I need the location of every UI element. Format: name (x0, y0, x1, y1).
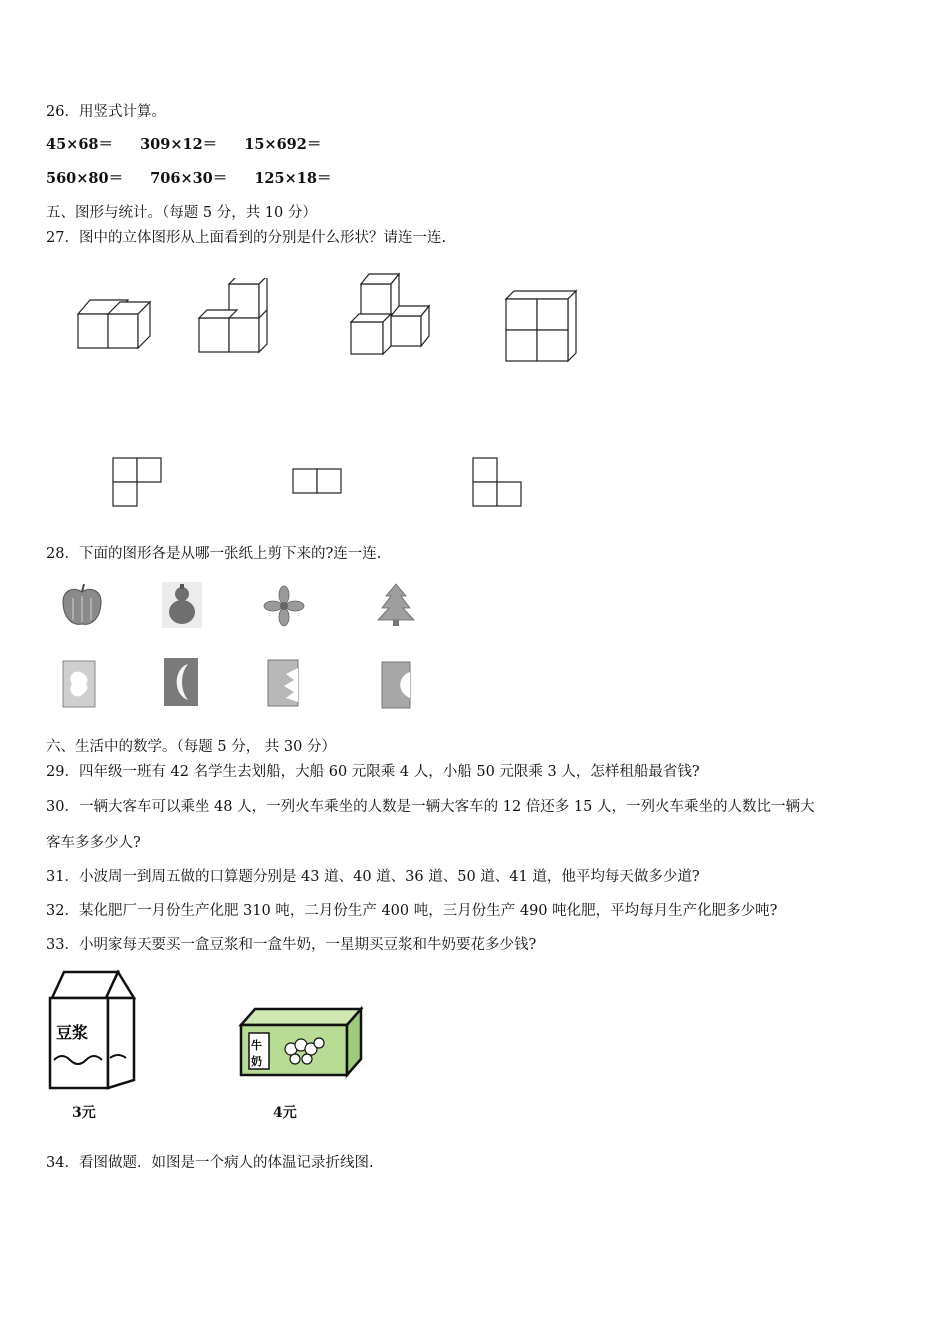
flower-shape-icon (262, 584, 306, 628)
expr-6: 125×18＝ (254, 170, 332, 187)
paper-1-icon (60, 658, 100, 710)
expr-2: 309×12＝ (140, 136, 218, 153)
paper-2-icon (160, 654, 204, 710)
milk-box-icon (235, 1003, 365, 1081)
solid-1 (70, 290, 160, 360)
milk-label-bottom: 奶 (251, 1055, 262, 1068)
q26-row2 (46, 169, 331, 189)
soy-milk-carton-icon (42, 968, 142, 1093)
expr-1: 45×68＝ (46, 136, 114, 153)
q30-line2: 客车多多少人? (46, 835, 141, 851)
expr-4: 560×80＝ (46, 170, 124, 187)
section5-title: 五、图形与统计。（每题 5 分，共 10 分） (46, 205, 317, 221)
q31-text: 31．小波周一到周五做的口算题分别是 43 道、40 道、36 道、50 道、41 道，他平均每天做多少道? (46, 869, 700, 885)
apple-shape-icon (58, 582, 106, 630)
tree-shape-icon (376, 582, 416, 628)
top-view-3 (470, 455, 525, 510)
gourd-shape-icon (160, 580, 204, 630)
paper-3-icon (264, 656, 304, 710)
q30-line1: 30．一辆大客车可以乘坐 48 人，一列火车乘坐的人数是一辆大客车的 12 倍还多 15 人，一列火车乘坐的人数比一辆大 (46, 799, 815, 815)
q33-text: 33．小明家每天要买一盒豆浆和一盒牛奶，一星期买豆浆和牛奶要花多少钱? (46, 937, 537, 953)
top-view-2 (290, 466, 345, 496)
expr-5: 706×30＝ (150, 170, 228, 187)
solid-2 (195, 278, 285, 358)
q27-title: 27．图中的立体图形从上面看到的分别是什么形状？请连一连. (46, 230, 447, 246)
q34-text: 34．看图做题．如图是一个病人的体温记录折线图. (46, 1155, 374, 1171)
q28-title: 28．下面的图形各是从哪一张纸上剪下来的?连一连. (46, 546, 382, 562)
solid-3 (345, 270, 440, 365)
top-view-1 (110, 455, 165, 510)
q26-row1 (46, 135, 321, 155)
q29-text: 29．四年级一班有 42 名学生去划船，大船 60 元限乘 4 人，小船 50 元限乘 3 人，怎样租船最省钱? (46, 764, 700, 780)
expr-3: 15×692＝ (244, 136, 322, 153)
soy-price: 3元 (72, 1105, 96, 1121)
paper-4-icon (378, 658, 418, 710)
q26-title: 26．用竖式计算。 (46, 104, 166, 120)
soy-label: 豆浆 (56, 1023, 89, 1042)
q32-text: 32．某化肥厂一月份生产化肥 310 吨，二月份生产 400 吨，三月份生产 490 吨化肥，平均每月生产化肥多少吨? (46, 903, 778, 919)
milk-label-top: 牛 (251, 1039, 262, 1052)
solid-4 (500, 285, 585, 370)
section6-title: 六、生活中的数学。（每题 5 分， 共 30 分） (46, 739, 336, 755)
milk-price: 4元 (273, 1105, 297, 1121)
